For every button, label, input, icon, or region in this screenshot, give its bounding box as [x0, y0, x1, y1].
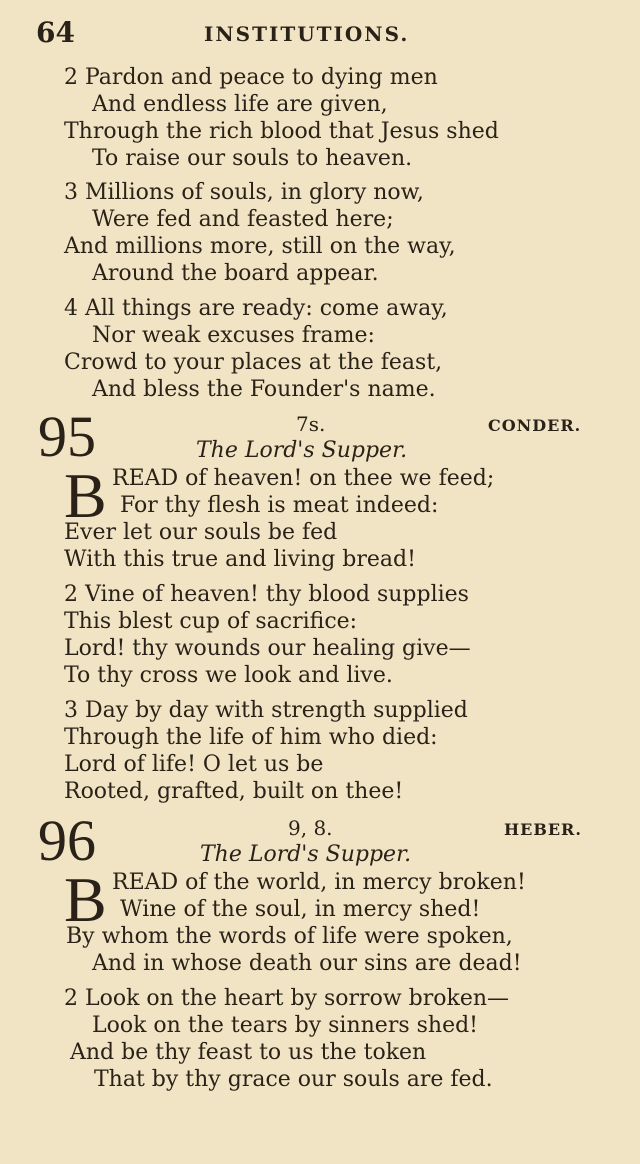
verse-line: Lord! thy wounds our healing give— — [64, 636, 471, 661]
hymn-number: 96 — [38, 808, 96, 873]
verse-line: 2 Look on the heart by sorrow broken— — [64, 986, 510, 1011]
drop-cap: B — [64, 864, 107, 935]
verse-line: 2 Vine of heaven! thy blood supplies — [64, 582, 469, 607]
verse-line: That by thy grace our souls are fed. — [94, 1067, 493, 1092]
verse-line: This blest cup of sacrifice: — [64, 609, 358, 634]
hymn-meter: 7s. — [296, 412, 326, 436]
drop-cap: B — [64, 460, 107, 531]
hymn-meter: 9, 8. — [288, 816, 333, 840]
hymn-subtitle: The Lord's Supper. — [200, 842, 412, 867]
verse-line: Wine of the soul, in mercy shed! — [120, 897, 481, 922]
verse-line: Look on the tears by sinners shed! — [92, 1013, 479, 1038]
hymn-number: 95 — [38, 404, 96, 469]
verse-line: And be thy feast to us the token — [70, 1040, 427, 1065]
verse-line: With this true and living bread! — [64, 547, 416, 572]
running-head: INSTITUTIONS. — [204, 22, 410, 46]
tune-name: CONDER. — [488, 416, 582, 435]
verse-line: Lord of life! O let us be — [64, 752, 324, 777]
verse-line: 3 Day by day with strength supplied — [64, 698, 468, 723]
verse-line: Crowd to your places at the feast, — [64, 350, 443, 375]
verse-line: And millions more, still on the way, — [64, 234, 456, 259]
verse-line: 2 Pardon and peace to dying men — [64, 65, 438, 90]
verse-line: For thy flesh is meat indeed: — [120, 493, 439, 518]
verse-line: Nor weak excuses frame: — [92, 323, 375, 348]
verse-line: Through the life of him who died: — [64, 725, 438, 750]
tune-name: HEBER. — [504, 820, 582, 839]
page-header — [36, 16, 416, 52]
verse-line: Were fed and feasted here; — [92, 207, 394, 232]
verse-line: READ of the world, in mercy broken! — [112, 870, 526, 895]
verse-line: And bless the Founder's name. — [92, 377, 436, 402]
verse-line: 3 Millions of souls, in glory now, — [64, 180, 424, 205]
verse-line: By whom the words of life were spoken, — [66, 924, 513, 949]
verse-line: Through the rich blood that Jesus shed — [64, 119, 499, 144]
verse-line: 4 All things are ready: come away, — [64, 296, 448, 321]
verse-line: Around the board appear. — [92, 261, 379, 286]
page-number: 64 — [36, 16, 75, 49]
verse-line: Rooted, grafted, built on thee! — [64, 779, 404, 804]
verse-line: And endless life are given, — [92, 92, 388, 117]
verse-line: And in whose death our sins are dead! — [92, 951, 522, 976]
verse-line: READ of heaven! on thee we feed; — [112, 466, 495, 491]
hymn-subtitle: The Lord's Supper. — [196, 438, 408, 463]
verse-line: To raise our souls to heaven. — [92, 146, 413, 171]
verse-line: To thy cross we look and live. — [64, 663, 393, 688]
verse-line: Ever let our souls be fed — [64, 520, 338, 545]
